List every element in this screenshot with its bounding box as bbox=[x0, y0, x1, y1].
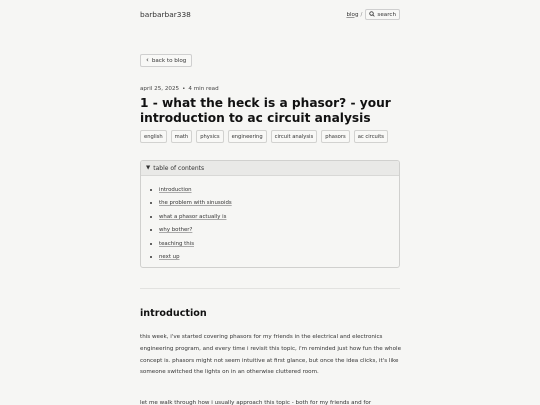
toc-link-introduction[interactable]: introduction bbox=[159, 186, 192, 193]
toc-link-next-up[interactable]: next up bbox=[159, 254, 180, 261]
toc-link-why-bother[interactable]: why bother? bbox=[159, 227, 193, 234]
tag-phasors[interactable]: phasors bbox=[321, 130, 349, 143]
toc-toggle[interactable] bbox=[141, 161, 399, 176]
search-label: search bbox=[377, 11, 396, 18]
body-paragraph: this week, i've started covering phasors for my friends in the electrical and electronics engineering program, and every time i revisit this topic, i'm reminded just how fun the whole concept is. phasors might not seem intuitive at first glance, but once the idea clicks, it's like someone switched the lights on in an otherwise cluttered room. bbox=[140, 334, 402, 376]
header-nav bbox=[346, 9, 400, 20]
meta-bullet: • bbox=[182, 86, 186, 92]
toc-list bbox=[141, 176, 399, 264]
body-paragraph: let me walk through how i usually approach this topic - both for my friends and for bbox=[140, 400, 372, 405]
read-time: 4 min read bbox=[188, 86, 219, 92]
toc-link-teaching-this[interactable]: teaching this bbox=[159, 240, 194, 247]
divider bbox=[140, 288, 400, 289]
nav-blog-link[interactable]: blog bbox=[346, 11, 359, 18]
post-title: 1 - what the heck is a phasor? - your introduction to ac circuit analysis bbox=[140, 96, 391, 125]
bullet-icon bbox=[150, 189, 152, 191]
toc-item bbox=[150, 237, 399, 251]
toc-item bbox=[150, 183, 399, 197]
table-of-contents bbox=[140, 160, 400, 268]
toc-item bbox=[150, 251, 399, 265]
tag-math[interactable]: math bbox=[171, 130, 193, 143]
chevron-left-icon: ‹ bbox=[146, 55, 149, 64]
bullet-icon bbox=[150, 229, 152, 231]
tag-engineering[interactable]: engineering bbox=[228, 130, 267, 143]
bullet-icon bbox=[150, 216, 152, 218]
tag-circuit-analysis[interactable]: circuit analysis bbox=[271, 130, 318, 143]
tag-physics[interactable]: physics bbox=[196, 130, 223, 143]
toc-link-problem-with-sinusoids[interactable]: the problem with sinusoids bbox=[159, 200, 232, 207]
tag-english[interactable]: english bbox=[140, 130, 167, 143]
tag-list bbox=[140, 130, 388, 143]
post-date: april 25, 2025 bbox=[140, 86, 180, 92]
search-icon bbox=[369, 11, 375, 19]
nav-separator: / bbox=[360, 11, 363, 18]
toc-item bbox=[150, 197, 399, 211]
bullet-icon bbox=[150, 202, 152, 204]
search-button[interactable] bbox=[365, 9, 400, 20]
section-heading-introduction: introduction bbox=[140, 308, 207, 319]
site-header bbox=[140, 9, 400, 23]
site-name-link[interactable]: barbarbar338 bbox=[140, 10, 191, 19]
triangle-down-icon: ▼ bbox=[146, 165, 151, 171]
post-meta bbox=[140, 86, 219, 92]
toc-item bbox=[150, 224, 399, 238]
tag-ac-circuits[interactable]: ac circuits bbox=[354, 130, 388, 143]
bullet-icon bbox=[150, 243, 152, 245]
toc-heading: table of contents bbox=[153, 164, 205, 172]
bullet-icon bbox=[150, 256, 152, 258]
toc-item bbox=[150, 210, 399, 224]
toc-link-what-a-phasor-is[interactable]: what a phasor actually is bbox=[159, 213, 227, 220]
back-to-blog-label: back to blog bbox=[151, 57, 187, 64]
back-to-blog-button[interactable] bbox=[140, 54, 192, 67]
